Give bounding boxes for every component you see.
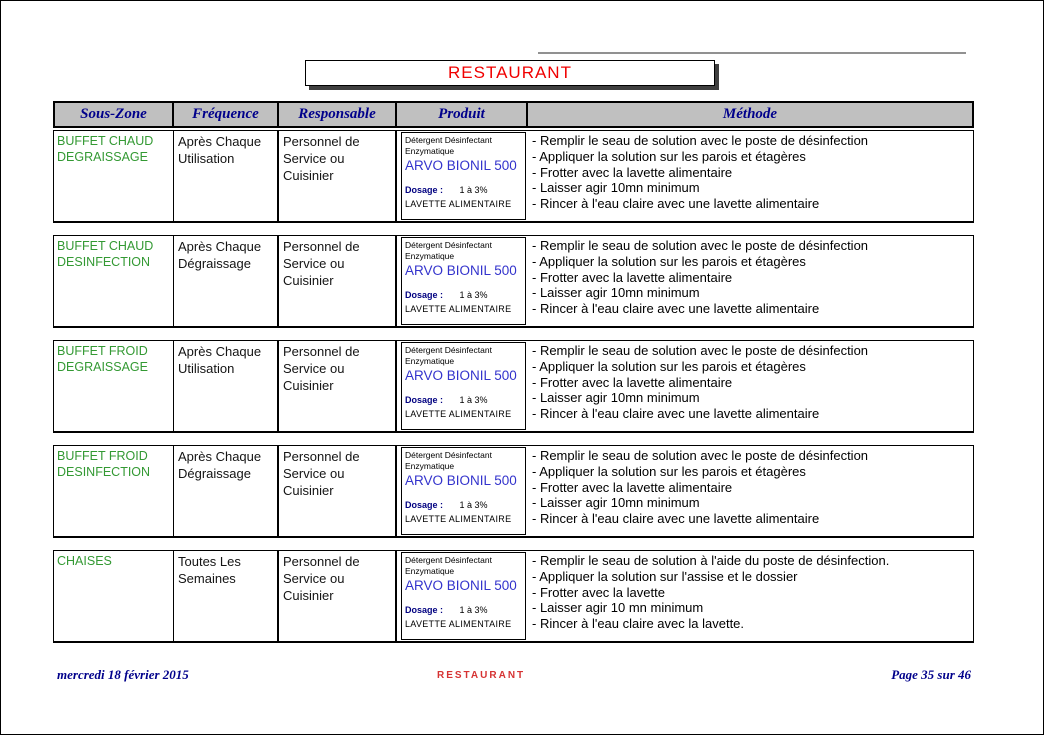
- dosage-label: Dosage :: [405, 500, 444, 510]
- header-frequence: Fréquence: [174, 103, 279, 126]
- frequence-cell: Après Chaque Utilisation: [174, 341, 279, 431]
- frequence-cell: Après Chaque Dégraissage: [174, 236, 279, 326]
- methode-line: - Frotter avec la lavette alimentaire: [532, 374, 733, 390]
- methode-line: - Laisser agir 10mn minimum: [532, 390, 700, 406]
- product-tool: LAVETTE ALIMENTAIRE: [405, 619, 512, 629]
- sous-zone-cell: BUFFET CHAUD DEGRAISSAGE: [54, 131, 174, 221]
- methode-line: - Frotter avec la lavette alimentaire: [532, 164, 733, 180]
- table-body: [53, 130, 974, 643]
- methode-line: - Appliquer la solution sur les parois et étagères: [532, 253, 806, 269]
- methode-line: - Remplir le seau de solution avec le poste de désinfection: [532, 448, 869, 463]
- methode-line: - Rincer à l'eau claire avec la lavette.: [532, 616, 745, 632]
- header-sous-zone: Sous-Zone: [55, 103, 174, 126]
- product-type: Détergent Désinfectant Enzymatique: [405, 450, 492, 471]
- methode-cell: [528, 236, 973, 326]
- header-responsable: Responsable: [279, 103, 397, 126]
- dosage-label: Dosage :: [405, 290, 444, 300]
- methode-line: - Laisser agir 10mn minimum: [532, 495, 700, 511]
- product-box: [401, 237, 526, 325]
- footer-page-number: Page 35 sur 46: [891, 667, 971, 682]
- methode-line: - Rincer à l'eau claire avec une lavette alimentaire: [532, 196, 820, 212]
- methode-line: - Laisser agir 10mn minimum: [532, 180, 700, 196]
- product-tool: LAVETTE ALIMENTAIRE: [405, 304, 512, 314]
- product-name: ARVO BIONIL 500: [405, 263, 517, 278]
- product-type: Détergent Désinfectant Enzymatique: [405, 555, 492, 576]
- frequence-cell: Après Chaque Dégraissage: [174, 446, 279, 536]
- product-dosage: [405, 395, 522, 405]
- responsable-cell: Personnel de Service ou Cuisinier: [279, 446, 397, 536]
- product-tool: LAVETTE ALIMENTAIRE: [405, 514, 512, 524]
- responsable-cell: Personnel de Service ou Cuisinier: [279, 551, 397, 641]
- methode-cell: [528, 446, 973, 536]
- product-box: [401, 552, 526, 640]
- methode-line: - Remplir le seau de solution avec le poste de désinfection: [532, 238, 869, 253]
- dosage-label: Dosage :: [405, 185, 444, 195]
- product-type: Détergent Désinfectant Enzymatique: [405, 135, 492, 156]
- dosage-label: Dosage :: [405, 395, 444, 405]
- sous-zone-cell: CHAISES: [54, 551, 174, 641]
- dosage-value: 1 à 3%: [459, 185, 488, 195]
- header-produit: Produit: [397, 103, 528, 126]
- product-name: ARVO BIONIL 500: [405, 158, 517, 173]
- table-row: [53, 340, 974, 433]
- product-type: Détergent Désinfectant Enzymatique: [405, 345, 492, 366]
- table-header-row: [53, 101, 974, 128]
- produit-cell: [397, 446, 528, 536]
- footer-date: mercredi 18 février 2015: [57, 667, 189, 682]
- methode-line: - Appliquer la solution sur les parois et étagères: [532, 463, 806, 479]
- methode-line: - Appliquer la solution sur l'assise et le dossier: [532, 568, 798, 584]
- methode-line: - Rincer à l'eau claire avec une lavette alimentaire: [532, 511, 820, 527]
- table-row: [53, 445, 974, 538]
- methode-line: - Frotter avec la lavette alimentaire: [532, 479, 733, 495]
- responsable-cell: Personnel de Service ou Cuisinier: [279, 236, 397, 326]
- page-title: RESTAURANT: [448, 63, 572, 82]
- methode-line: - Remplir le seau de solution avec le poste de désinfection: [532, 343, 869, 358]
- product-box: [401, 132, 526, 220]
- title-box: [305, 60, 715, 86]
- table-row: [53, 235, 974, 328]
- sous-zone-cell: BUFFET FROID DESINFECTION: [54, 446, 174, 536]
- product-name: ARVO BIONIL 500: [405, 368, 517, 383]
- methode-cell: [528, 341, 973, 431]
- sous-zone-cell: BUFFET CHAUD DESINFECTION: [54, 236, 174, 326]
- produit-cell: [397, 131, 528, 221]
- product-dosage: [405, 500, 522, 510]
- dosage-value: 1 à 3%: [459, 500, 488, 510]
- product-dosage: [405, 185, 522, 195]
- methode-line: - Remplir le seau de solution avec le poste de désinfection: [532, 133, 869, 148]
- frequence-cell: Toutes Les Semaines: [174, 551, 279, 641]
- dosage-value: 1 à 3%: [459, 605, 488, 615]
- product-dosage: [405, 290, 522, 300]
- product-tool: LAVETTE ALIMENTAIRE: [405, 199, 512, 209]
- responsable-cell: Personnel de Service ou Cuisinier: [279, 341, 397, 431]
- produit-cell: [397, 551, 528, 641]
- product-box: [401, 447, 526, 535]
- table-row: [53, 550, 974, 643]
- methode-line: - Remplir le seau de solution à l'aide du poste de désinfection.: [532, 553, 890, 568]
- dosage-value: 1 à 3%: [459, 395, 488, 405]
- product-tool: LAVETTE ALIMENTAIRE: [405, 409, 512, 419]
- header-rule: [538, 52, 966, 54]
- methode-cell: [528, 131, 973, 221]
- header-methode: Méthode: [722, 106, 778, 122]
- methode-line: - Laisser agir 10 mn minimum: [532, 600, 704, 616]
- methode-line: - Laisser agir 10mn minimum: [532, 285, 700, 301]
- methode-line: - Appliquer la solution sur les parois et étagères: [532, 148, 806, 164]
- responsable-cell: Personnel de Service ou Cuisinier: [279, 131, 397, 221]
- produit-cell: [397, 236, 528, 326]
- produit-cell: [397, 341, 528, 431]
- footer-doc-name: RESTAURANT: [437, 670, 526, 681]
- methode-line: - Rincer à l'eau claire avec une lavette alimentaire: [532, 301, 820, 317]
- product-box: [401, 342, 526, 430]
- methode-line: - Appliquer la solution sur les parois et étagères: [532, 358, 806, 374]
- frequence-cell: Après Chaque Utilisation: [174, 131, 279, 221]
- product-name: ARVO BIONIL 500: [405, 578, 517, 593]
- dosage-value: 1 à 3%: [459, 290, 488, 300]
- methode-line: - Rincer à l'eau claire avec une lavette alimentaire: [532, 406, 820, 422]
- methode-cell: [528, 551, 973, 641]
- cleaning-plan-table: [53, 101, 974, 643]
- sous-zone-cell: BUFFET FROID DEGRAISSAGE: [54, 341, 174, 431]
- methode-line: - Frotter avec la lavette alimentaire: [532, 269, 733, 285]
- dosage-label: Dosage :: [405, 605, 444, 615]
- product-name: ARVO BIONIL 500: [405, 473, 517, 488]
- methode-line: - Frotter avec la lavette: [532, 584, 665, 600]
- product-dosage: [405, 605, 522, 615]
- product-type: Détergent Désinfectant Enzymatique: [405, 240, 492, 261]
- table-row: [53, 130, 974, 223]
